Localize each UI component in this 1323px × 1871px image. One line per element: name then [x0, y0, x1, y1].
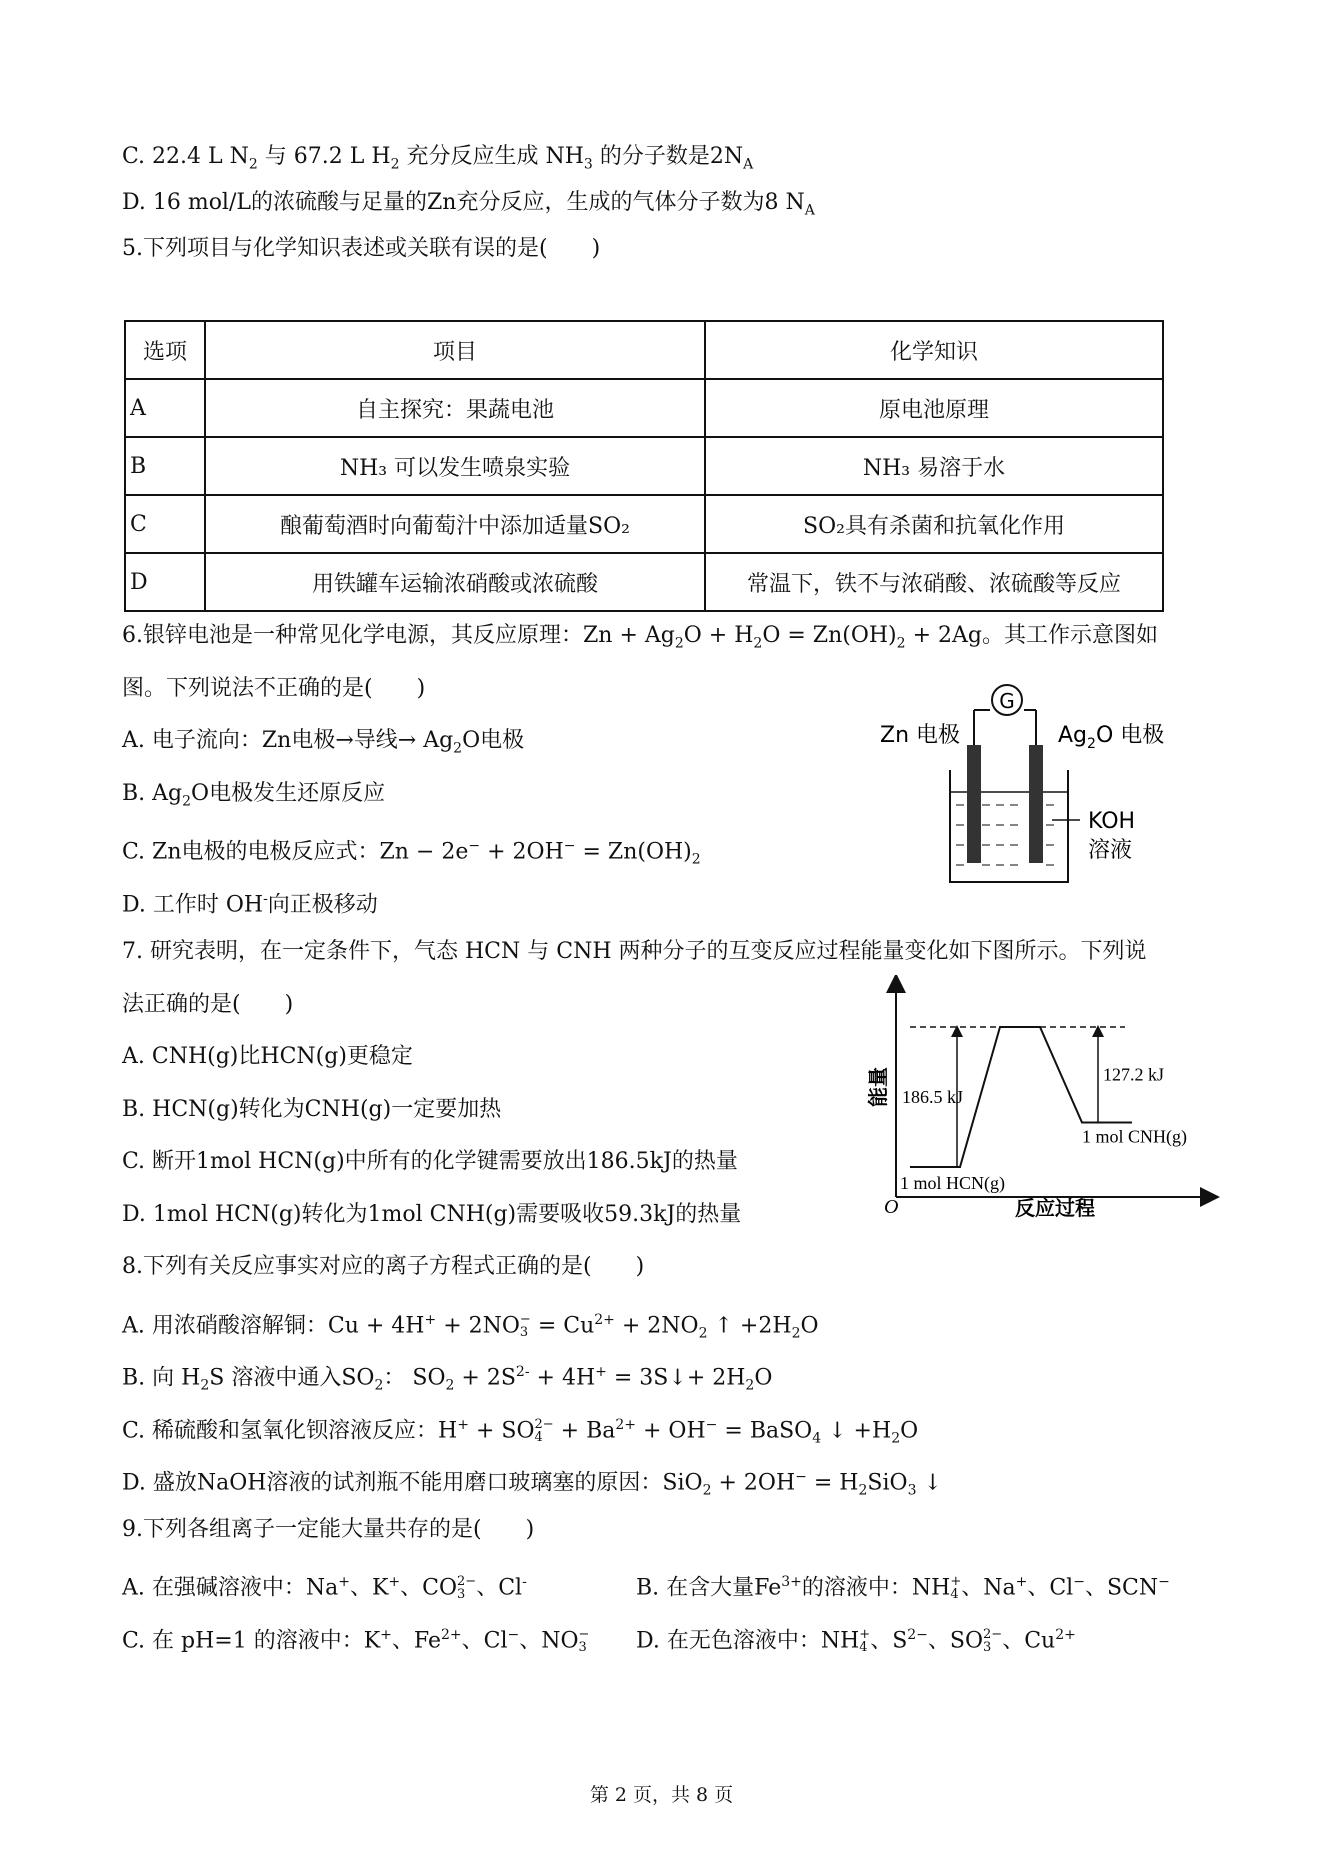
q9-option-c: C. 在 pH=1 的溶液中：K+、$Fe^{2+}$、Cl−、NO − 3	[122, 1627, 590, 1656]
q7-stem-line1: 7. 研究表明，在一定条件下，气态 HCN 与 CNH 两种分子的互变反应过程能量变化如下图所示。下列说	[122, 939, 1147, 964]
table-header-row	[125, 321, 1163, 379]
page-footer: 第 2 页，共 8 页	[589, 1784, 734, 1806]
q4-option-c: C. 22.4 L $N_2$ 与 67.2 L $H_2$ 充分反应生成 $NH_3$ 的分子数是$2N_A$	[122, 144, 754, 173]
table-cell-option: C	[125, 495, 205, 553]
table-cell-knowledge: NH₃ 易溶于水	[705, 437, 1163, 495]
q8-option-b: B. 向 $H_2S$ 溶液中通入$SO_2$： $SO_2 + 2S^{2-} + 4H^+$ = 3S↓+ $2H_2O$	[122, 1364, 773, 1394]
table-row	[125, 379, 1163, 437]
table-row	[125, 437, 1163, 495]
annotation-127-2-kj: 127.2 kJ	[1103, 1064, 1165, 1085]
q8-option-a: A. 用浓硝酸溶解铜：Cu + 4H+ + 2NO − 3 = $Cu^{2+} + 2NO_2$ ↑ $+2H_2O$	[122, 1312, 819, 1342]
annotation-186-5-kj: 186.5 kJ	[902, 1087, 964, 1107]
y-axis-label: 能量	[868, 1067, 890, 1107]
q6-option-c: C. Zn电极的电极反应式：$Zn - 2e^- + 2OH^- = Zn(OH)_2$	[122, 838, 701, 868]
origin-label: O	[884, 1196, 899, 1218]
battery-diagram	[870, 680, 1190, 890]
energy-chart	[860, 975, 1220, 1225]
q6-stem-line2: 图。下列说法不正确的是( )	[122, 676, 426, 701]
q9-option-a: A. 在强碱溶液中：Na+、K+、CO 2− 3 、Cl-	[122, 1574, 527, 1603]
table-cell-knowledge: SO₂具有杀菌和抗氧化作用	[705, 495, 1163, 553]
q7-option-b: B. HCN(g)转化为CNH(g)一定要加热	[122, 1097, 502, 1122]
table-header-item: 项目	[205, 321, 705, 379]
q5-table	[124, 320, 1164, 612]
table-row	[125, 495, 1163, 553]
q7-option-a: A. CNH(g)比HCN(g)更稳定	[122, 1044, 413, 1069]
label-hcn: 1 mol HCN(g)	[900, 1173, 1005, 1193]
zn-electrode	[967, 745, 981, 863]
table-cell-item: 用铁罐车运输浓硝酸或浓硫酸	[205, 553, 705, 611]
table-header-knowledge: 化学知识	[705, 321, 1163, 379]
q8-option-d: D. 盛放NaOH溶液的试剂瓶不能用磨口玻璃塞的原因：$SiO_2 + 2OH^- = H_2SiO_3$ ↓	[122, 1469, 942, 1499]
q8-stem: 8.下列有关反应事实对应的离子方程式正确的是( )	[122, 1254, 645, 1279]
q6-option-a: A. 电子流向：Zn电极→导线→ $Ag_2O$电极	[122, 728, 525, 757]
q7-stem-line2: 法正确的是( )	[122, 992, 294, 1017]
q6-option-b: B. $Ag_2O$电极发生还原反应	[122, 781, 386, 810]
q9-option-b: B. 在含大量$Fe^{3+}$的溶液中：NH + 4 、Na+、Cl−、SCN−	[636, 1574, 1170, 1603]
table-cell-item: 自主探究：果蔬电池	[205, 379, 705, 437]
solution-label: 溶液	[1088, 838, 1133, 863]
x-axis-label: 反应过程	[1015, 1198, 1095, 1220]
ag2o-electrode-label: $Ag_2O$ 电极	[1058, 723, 1165, 752]
q4-option-d: D. 16 mol/L的浓硫酸与足量的Zn充分反应，生成的气体分子数为8 $N_A$	[122, 190, 815, 219]
q9-option-d: D. 在无色溶液中：NH + 4 、$S^{2-}$、SO 2− 3 、$Cu^{2+}$	[636, 1627, 1076, 1656]
table-cell-item: 酿葡萄酒时向葡萄汁中添加适量SO₂	[205, 495, 705, 553]
table-cell-option: D	[125, 553, 205, 611]
zn-electrode-label: Zn 电极	[880, 723, 961, 748]
q9-stem: 9.下列各组离子一定能大量共存的是( )	[122, 1517, 535, 1542]
q7-option-d: D. 1mol HCN(g)转化为1mol CNH(g)需要吸收59.3kJ的热量	[122, 1202, 742, 1227]
table-cell-option: A	[125, 379, 205, 437]
q6-stem-line1: 6.银锌电池是一种常见化学电源，其反应原理：$Zn + Ag_2O + H_2O = Zn(OH)_2 + 2Ag$。其工作示意图如	[122, 623, 1158, 652]
table-cell-option: B	[125, 437, 205, 495]
table-header-option: 选项	[125, 321, 205, 379]
label-cnh: 1 mol CNH(g)	[1082, 1126, 1187, 1147]
table-cell-item: NH₃ 可以发生喷泉实验	[205, 437, 705, 495]
ag2o-electrode	[1029, 745, 1043, 863]
q6-option-d: D. 工作时 OH-向正极移动	[122, 891, 378, 918]
table-cell-knowledge: 原电池原理	[705, 379, 1163, 437]
table-row	[125, 553, 1163, 611]
q5-stem: 5.下列项目与化学知识表述或关联有误的是( )	[122, 236, 601, 261]
koh-label: KOH	[1088, 809, 1136, 834]
q8-option-c: C. 稀硫酸和氢氧化钡溶液反应：H+ + SO 2− 4 + $Ba^{2+} + OH^-$ = BaSO$_4$ ↓ $+H_2O$	[122, 1417, 919, 1447]
galvanometer-label: G	[999, 689, 1015, 713]
q7-option-c: C. 断开1mol HCN(g)中所有的化学键需要放出186.5kJ的热量	[122, 1149, 738, 1174]
table-cell-knowledge: 常温下，铁不与浓硝酸、浓硫酸等反应	[705, 553, 1163, 611]
